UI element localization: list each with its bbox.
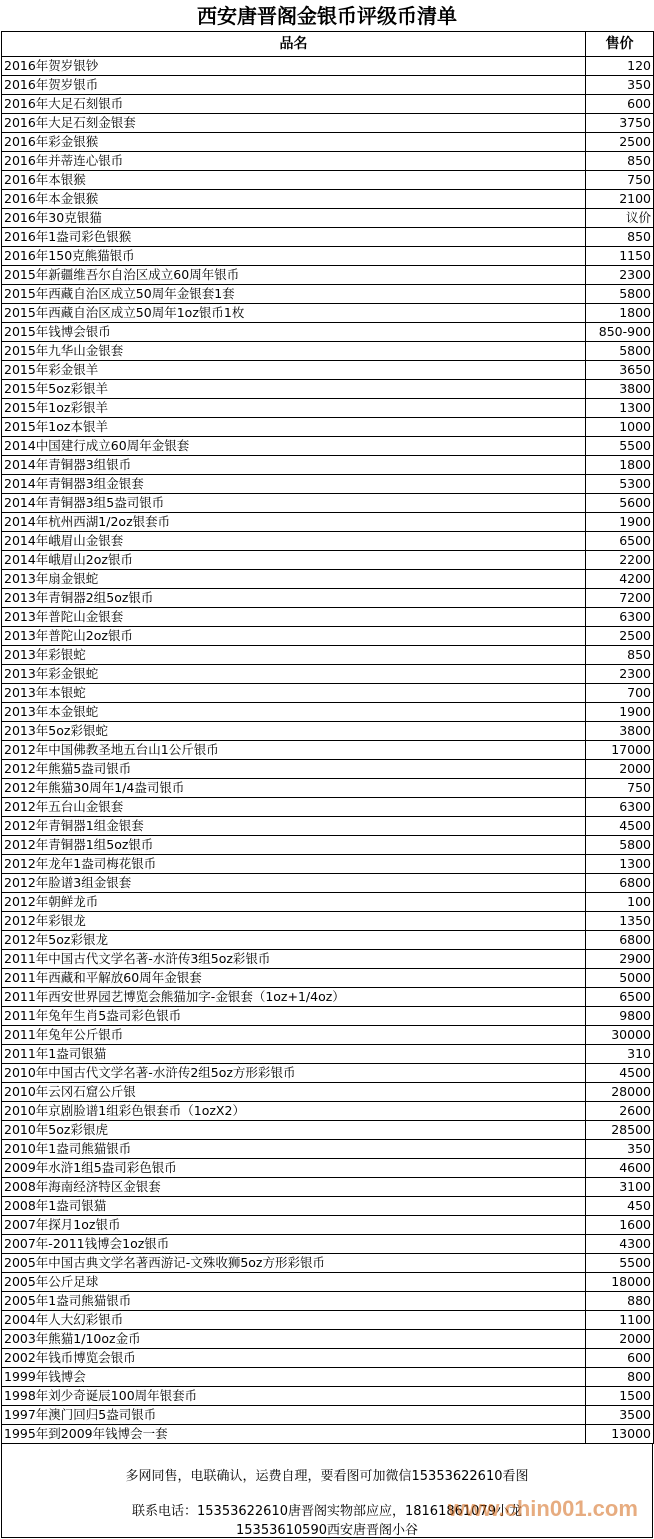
table-row [2,760,654,779]
price-cell: 18000 [586,1273,654,1292]
coin-name-cell: 1999年钱博会 [2,1368,586,1387]
table-row [2,475,654,494]
coin-name-cell: 2012年中国佛教圣地五台山1公斤银币 [2,741,586,760]
contact-line-2: 15353610590西安唐晋阁小谷 [236,1523,418,1538]
price-cell: 7200 [586,589,654,608]
table-row [2,532,654,551]
table-row [2,1387,654,1406]
price-cell: 4200 [586,570,654,589]
price-cell: 1300 [586,855,654,874]
table-row [2,190,654,209]
coin-name-cell: 2016年大足石刻银币 [2,95,586,114]
price-cell: 2500 [586,627,654,646]
table-row [2,361,654,380]
price-cell: 600 [586,1349,654,1368]
price-cell: 850 [586,646,654,665]
table-row [2,836,654,855]
price-cell: 1000 [586,418,654,437]
table-row [2,855,654,874]
coin-name-cell: 2014年峨眉山2oz银币 [2,551,586,570]
table-header-row [2,32,654,57]
coin-name-cell: 2009年水浒1组5盎司彩色银币 [2,1159,586,1178]
coin-name-cell: 2007年-2011钱博会1oz银币 [2,1235,586,1254]
table-row [2,1121,654,1140]
table-row [2,1368,654,1387]
table-row [2,874,654,893]
table-row [2,380,654,399]
price-cell: 28500 [586,1121,654,1140]
coin-name-cell: 2016年大足石刻金银套 [2,114,586,133]
table-row [2,1273,654,1292]
table-row [2,95,654,114]
price-cell: 3500 [586,1406,654,1425]
table-row [2,57,654,76]
price-cell: 2100 [586,190,654,209]
coin-name-cell: 2015年西藏自治区成立50周年1oz银币1枚 [2,304,586,323]
price-cell: 9800 [586,1007,654,1026]
price-cell: 2200 [586,551,654,570]
coin-name-cell: 1995年到2009年钱博会一套 [2,1425,586,1444]
price-cell: 310 [586,1045,654,1064]
price-cell: 6500 [586,532,654,551]
table-row [2,950,654,969]
price-cell: 850 [586,152,654,171]
coin-name-cell: 2011年西安世界园艺博览会熊猫加字-金银套（1oz+1/4oz） [2,988,586,1007]
price-cell: 880 [586,1292,654,1311]
coin-name-cell: 2007年探月1oz银币 [2,1216,586,1235]
coin-name-cell: 2016年本金银猴 [2,190,586,209]
coin-name-cell: 2016年本银猴 [2,171,586,190]
table-row [2,722,654,741]
coin-name-cell: 2014中国建行成立60周年金银套 [2,437,586,456]
table-row [2,456,654,475]
table-row [2,513,654,532]
coin-name-cell: 1998年刘少奇诞辰100周年银套币 [2,1387,586,1406]
table-row [2,1178,654,1197]
table-row [2,1425,654,1444]
table-row [2,931,654,950]
price-cell: 2500 [586,133,654,152]
price-list-table [1,31,654,1444]
coin-name-cell: 2016年并蒂连心银币 [2,152,586,171]
table-row [2,418,654,437]
price-cell: 1150 [586,247,654,266]
table-row [2,627,654,646]
table-row [2,817,654,836]
coin-name-cell: 2012年熊猫5盎司银币 [2,760,586,779]
table-row [2,247,654,266]
price-cell: 6300 [586,798,654,817]
price-cell: 750 [586,779,654,798]
coin-name-cell: 2015年1oz本银羊 [2,418,586,437]
coin-name-cell: 2015年西藏自治区成立50周年金银套1套 [2,285,586,304]
coin-name-cell: 2013年本金银蛇 [2,703,586,722]
table-row [2,1216,654,1235]
table-row [2,1311,654,1330]
table-row [2,304,654,323]
table-row [2,912,654,931]
price-cell: 5800 [586,285,654,304]
price-cell: 6500 [586,988,654,1007]
coin-name-cell: 2010年京剧脸谱1组彩色银套币（1ozX2） [2,1102,586,1121]
table-row [2,152,654,171]
price-cell: 350 [586,1140,654,1159]
coin-name-cell: 2013年彩银蛇 [2,646,586,665]
table-row [2,228,654,247]
price-cell: 6300 [586,608,654,627]
price-cell: 800 [586,1368,654,1387]
coin-name-cell: 2003年熊猫1/10oz金币 [2,1330,586,1349]
price-cell: 4600 [586,1159,654,1178]
table-body [2,57,654,1444]
coin-name-cell: 2011年兔年公斤银币 [2,1026,586,1045]
table-row [2,893,654,912]
price-cell: 2300 [586,665,654,684]
coin-name-cell: 2014年青铜器3组5盎司银币 [2,494,586,513]
price-cell: 1500 [586,1387,654,1406]
coin-name-cell: 2013年青铜器2组5oz银币 [2,589,586,608]
coin-name-cell: 2013年扇金银蛇 [2,570,586,589]
price-cell: 28000 [586,1083,654,1102]
price-cell: 议价 [586,209,654,228]
coin-name-cell: 2014年青铜器3组银币 [2,456,586,475]
price-cell: 6800 [586,874,654,893]
price-cell: 3100 [586,1178,654,1197]
table-row [2,209,654,228]
price-cell: 1900 [586,703,654,722]
coin-name-cell: 2010年中国古代文学名著-水浒传2组5oz方形彩银币 [2,1064,586,1083]
price-cell: 5500 [586,1254,654,1273]
coin-name-cell: 2013年彩金银蛇 [2,665,586,684]
coin-name-cell: 2016年1盎司彩色银猴 [2,228,586,247]
price-cell: 2900 [586,950,654,969]
table-row [2,589,654,608]
table-row [2,703,654,722]
coin-name-cell: 2015年彩金银羊 [2,361,586,380]
coin-name-cell: 1997年澳门回归5盎司银币 [2,1406,586,1425]
coin-name-cell: 2005年公斤足球 [2,1273,586,1292]
sales-notice: 多网同售，电联确认，运费自理，要看图可加微信15353622610看图 [125,1469,529,1484]
price-cell: 4300 [586,1235,654,1254]
coin-name-cell: 2008年1盎司银猫 [2,1197,586,1216]
price-cell: 1300 [586,399,654,418]
price-cell: 850-900 [586,323,654,342]
coin-name-cell: 2011年西藏和平解放60周年金银套 [2,969,586,988]
coin-name-cell: 2014年峨眉山金银套 [2,532,586,551]
table-row [2,1292,654,1311]
price-cell: 3750 [586,114,654,133]
table-row [2,1083,654,1102]
column-header-price: 售价 [586,32,654,57]
price-cell: 1350 [586,912,654,931]
price-cell: 17000 [586,741,654,760]
price-cell: 700 [586,684,654,703]
table-row [2,1349,654,1368]
price-cell: 5800 [586,836,654,855]
table-row [2,399,654,418]
price-cell: 600 [586,95,654,114]
table-row [2,551,654,570]
coin-name-cell: 2004年人大幻彩银币 [2,1311,586,1330]
coin-name-cell: 2013年普陀山金银套 [2,608,586,627]
table-row [2,342,654,361]
coin-name-cell: 2015年新疆维吾尔自治区成立60周年银币 [2,266,586,285]
table-row [2,779,654,798]
price-cell: 1100 [586,1311,654,1330]
coin-name-cell: 2010年云冈石窟公斤银 [2,1083,586,1102]
coin-name-cell: 2012年彩银龙 [2,912,586,931]
table-row [2,798,654,817]
table-row [2,1026,654,1045]
price-cell: 13000 [586,1425,654,1444]
table-row [2,684,654,703]
table-row [2,1235,654,1254]
price-cell: 2000 [586,1330,654,1349]
coin-name-cell: 2015年钱博会银币 [2,323,586,342]
coin-name-cell: 2011年中国古代文学名著-水浒传3组5oz彩银币 [2,950,586,969]
table-row [2,1254,654,1273]
table-row [2,133,654,152]
table-row [2,665,654,684]
coin-name-cell: 2013年5oz彩银蛇 [2,722,586,741]
coin-name-cell: 2012年五台山金银套 [2,798,586,817]
coin-name-cell: 2005年中国古典文学名著西游记-文殊收狮5oz方形彩银币 [2,1254,586,1273]
table-row [2,570,654,589]
price-cell: 3800 [586,380,654,399]
coin-name-cell: 2012年5oz彩银龙 [2,931,586,950]
table-row [2,323,654,342]
coin-name-cell: 2015年九华山金银套 [2,342,586,361]
coin-name-cell: 2010年5oz彩银虎 [2,1121,586,1140]
table-row [2,437,654,456]
table-row [2,266,654,285]
table-row [2,285,654,304]
price-cell: 2300 [586,266,654,285]
price-cell: 1800 [586,304,654,323]
price-cell: 100 [586,893,654,912]
price-cell: 850 [586,228,654,247]
price-cell: 5800 [586,342,654,361]
contact-line: 联系电话：15353622610唐晋阁实物部应应，18161861079小龙 [132,1504,522,1519]
price-cell: 4500 [586,817,654,836]
coin-name-cell: 2014年青铜器3组金银套 [2,475,586,494]
price-cell: 750 [586,171,654,190]
coin-name-cell: 2012年青铜器1组金银套 [2,817,586,836]
coin-name-cell: 2013年本银蛇 [2,684,586,703]
price-cell: 2000 [586,760,654,779]
price-cell: 4500 [586,1064,654,1083]
coin-name-cell: 2013年普陀山2oz银币 [2,627,586,646]
coin-name-cell: 2012年青铜器1组5oz银币 [2,836,586,855]
price-cell: 120 [586,57,654,76]
coin-name-cell: 2015年1oz彩银羊 [2,399,586,418]
coin-name-cell: 2012年龙年1盎司梅花银币 [2,855,586,874]
table-row [2,1102,654,1121]
coin-name-cell: 2016年彩金银猴 [2,133,586,152]
column-header-name: 品名 [2,32,586,57]
price-cell: 3800 [586,722,654,741]
coin-name-cell: 2005年1盎司熊猫银币 [2,1292,586,1311]
coin-name-cell: 2016年30克银猫 [2,209,586,228]
price-cell: 5600 [586,494,654,513]
page-title: 西安唐晋阁金银币评级币清单 [197,4,457,28]
table-row [2,1159,654,1178]
price-cell: 5000 [586,969,654,988]
coin-name-cell: 2011年1盎司银猫 [2,1045,586,1064]
price-cell: 5500 [586,437,654,456]
table-row [2,1064,654,1083]
table-row [2,1045,654,1064]
table-row [2,114,654,133]
coin-name-cell: 2016年贺岁银币 [2,76,586,95]
table-row [2,1406,654,1425]
price-cell: 1600 [586,1216,654,1235]
price-cell: 2600 [586,1102,654,1121]
coin-name-cell: 2014年杭州西湖1/2oz银套币 [2,513,586,532]
coin-name-cell: 2015年5oz彩银羊 [2,380,586,399]
table-row [2,1140,654,1159]
price-cell: 3650 [586,361,654,380]
coin-name-cell: 2016年150克熊猫银币 [2,247,586,266]
table-row [2,969,654,988]
coin-name-cell: 2012年熊猫30周年1/4盎司银币 [2,779,586,798]
table-row [2,988,654,1007]
price-cell: 350 [586,76,654,95]
price-cell: 1900 [586,513,654,532]
table-row [2,494,654,513]
site-watermark: www.chin001.com [448,1496,638,1521]
coin-name-cell: 2002年钱币博览会银币 [2,1349,586,1368]
price-cell: 1800 [586,456,654,475]
coin-name-cell: 2016年贺岁银钞 [2,57,586,76]
price-cell: 5300 [586,475,654,494]
price-cell: 6800 [586,931,654,950]
coin-name-cell: 2011年兔年生肖5盎司彩色银币 [2,1007,586,1026]
table-row [2,1007,654,1026]
table-row [2,608,654,627]
table-row [2,1197,654,1216]
table-row [2,741,654,760]
table-row [2,171,654,190]
table-row [2,646,654,665]
price-cell: 450 [586,1197,654,1216]
coin-name-cell: 2010年1盎司熊猫银币 [2,1140,586,1159]
coin-name-cell: 2012年朝鲜龙币 [2,893,586,912]
table-row [2,1330,654,1349]
price-cell: 30000 [586,1026,654,1045]
table-row [2,76,654,95]
coin-name-cell: 2012年脸谱3组金银套 [2,874,586,893]
coin-name-cell: 2008年海南经济特区金银套 [2,1178,586,1197]
